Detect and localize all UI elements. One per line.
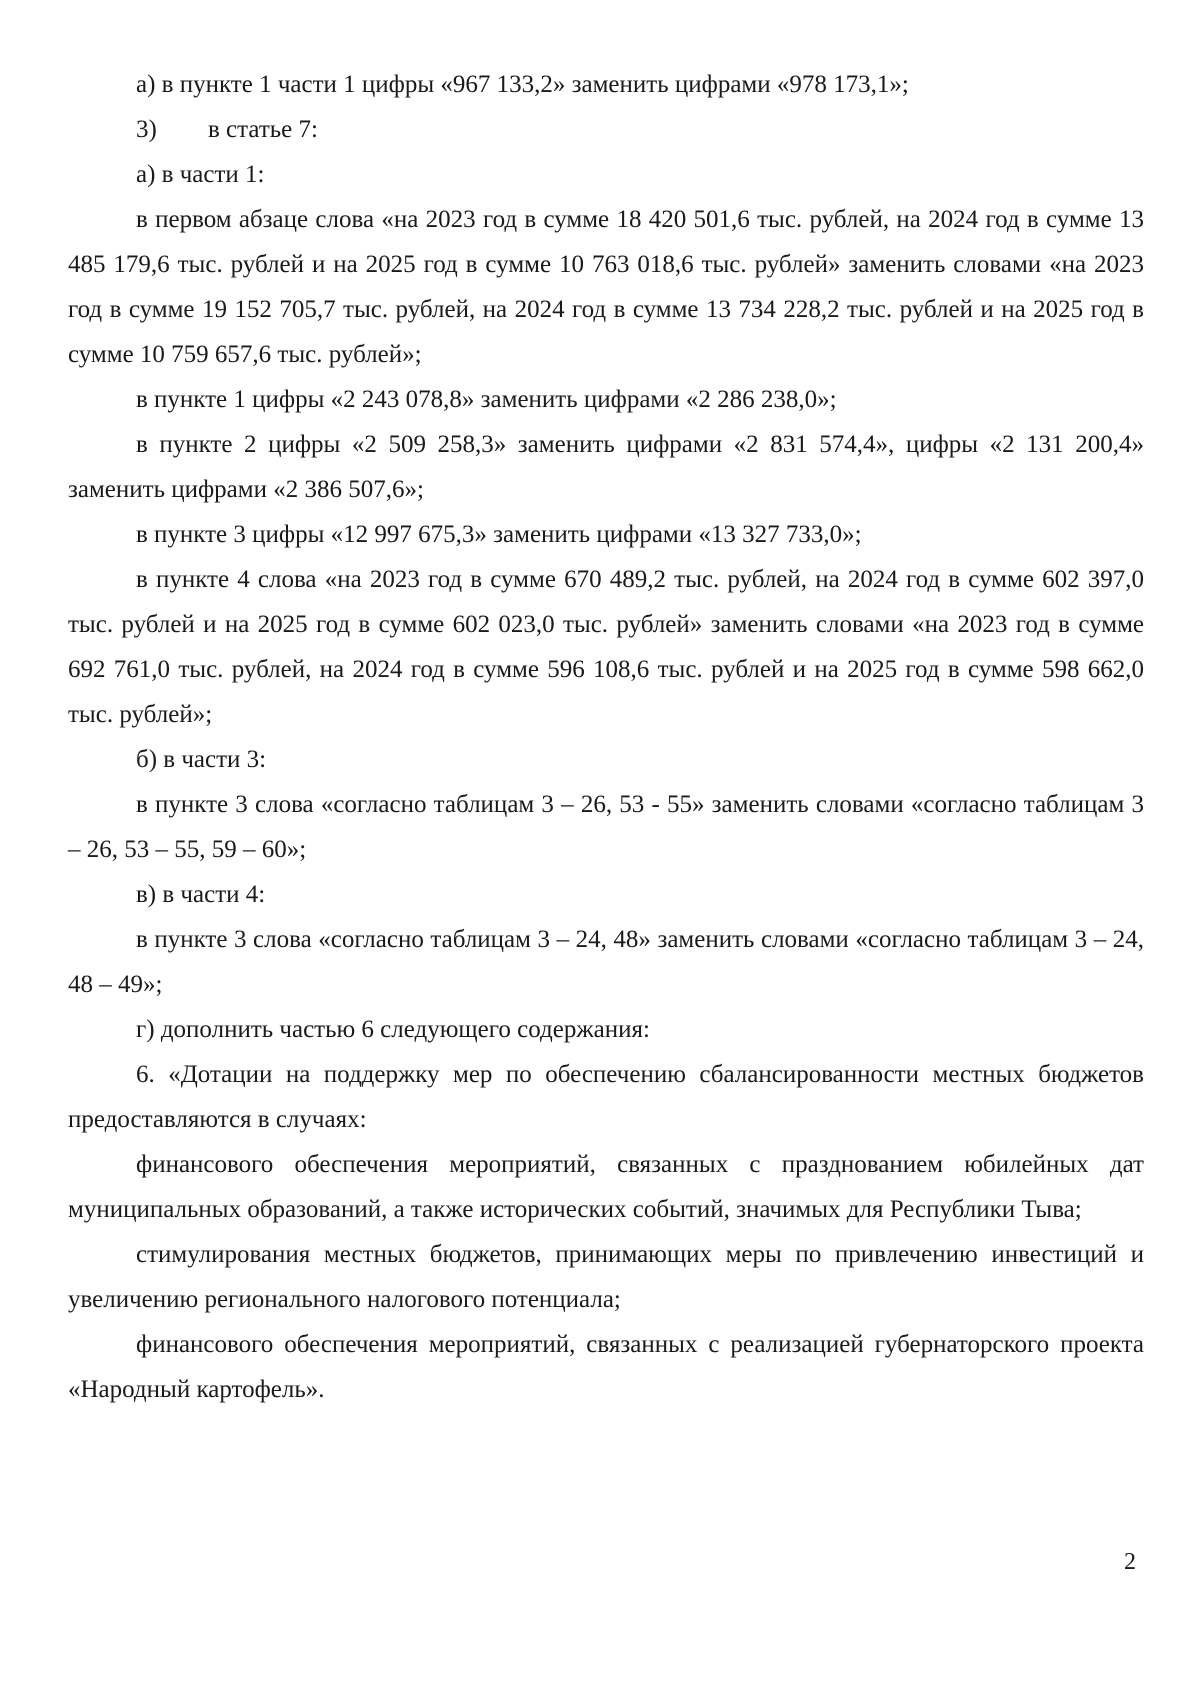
- paragraph-point-2: в пункте 2 цифры «2 509 258,3» заменить цифрами «2 831 574,4», цифры «2 131 200,4» заменить цифрами «2 386 507,6»;: [68, 431, 1144, 503]
- list-item-text: в статье 7:: [208, 116, 318, 143]
- list-item-number: 3): [136, 116, 157, 143]
- paragraph-subpoint-v: в) в части 4:: [136, 881, 266, 908]
- document-body: [68, 62, 1144, 1412]
- paragraph-point-1: в пункте 1 цифры «2 243 078,8» заменить цифрами «2 286 238,0»;: [136, 386, 837, 413]
- paragraph-point-3: в пункте 3 цифры «12 997 675,3» заменить цифрами «13 327 733,0»;: [136, 521, 862, 548]
- paragraph-part-4-point-3: в пункте 3 слова «согласно таблицам 3 – 24, 48» заменить словами «согласно таблицам 3 – 24, 48 – 49»;: [68, 926, 1144, 998]
- paragraph-point-4: в пункте 4 слова «на 2023 год в сумме 670 489,2 тыс. рублей, на 2024 год в сумме 602 397,0 тыс. рублей и на 2025 год в сумме 602 023,0 тыс. рублей» заменить словами «на 2023 год в сумме 692 761,0 тыс. рублей, на 2024 год в сумме 596 108,6 тыс. рублей и на 2025 год в сумме 598 662,0 тыс. рублей»;: [68, 566, 1144, 728]
- paragraph-subpoint-g: г) дополнить частью 6 следующего содержания:: [136, 1016, 650, 1043]
- paragraph-subpoint-a: а) в части 1:: [136, 161, 265, 188]
- page-number: 2: [1124, 1549, 1136, 1575]
- paragraph-part-3-point-3: в пункте 3 слова «согласно таблицам 3 – 26, 53 - 55» заменить словами «согласно таблицам 3 – 26, 53 – 55, 59 – 60»;: [68, 791, 1144, 863]
- paragraph-case-stimulation: стимулирования местных бюджетов, принимающих меры по привлечению инвестиций и увеличению регионального налогового потенциала;: [68, 1241, 1144, 1313]
- paragraph-subpoint-b: б) в части 3:: [136, 746, 267, 773]
- paragraph-amend-part-1: а) в пункте 1 части 1 цифры «967 133,2» заменить цифрами «978 173,1»;: [136, 71, 909, 98]
- list-item-article-7: [68, 107, 1144, 152]
- paragraph-first-abzac: в первом абзаце слова «на 2023 год в сумме 18 420 501,6 тыс. рублей, на 2024 год в сумме 13 485 179,6 тыс. рублей и на 2025 год в сумме 10 763 018,6 тыс. рублей» заменить словами «на 2023 год в сумме 19 152 705,7 тыс. рублей, на 2024 год в сумме 13 734 228,2 тыс. рублей и на 2025 год в сумме 10 759 657,6 тыс. рублей»;: [68, 206, 1144, 368]
- paragraph-case-jubilee: финансового обеспечения мероприятий, связанных с празднованием юбилейных дат муниципальных образований, а также исторических событий, значимых для Республики Тыва;: [68, 1151, 1144, 1223]
- paragraph-case-potato-project: финансового обеспечения мероприятий, связанных с реализацией губернаторского проекта «Народный картофель».: [68, 1331, 1144, 1403]
- paragraph-part-6: 6. «Дотации на поддержку мер по обеспечению сбалансированности местных бюджетов предоставляются в случаях:: [68, 1061, 1144, 1133]
